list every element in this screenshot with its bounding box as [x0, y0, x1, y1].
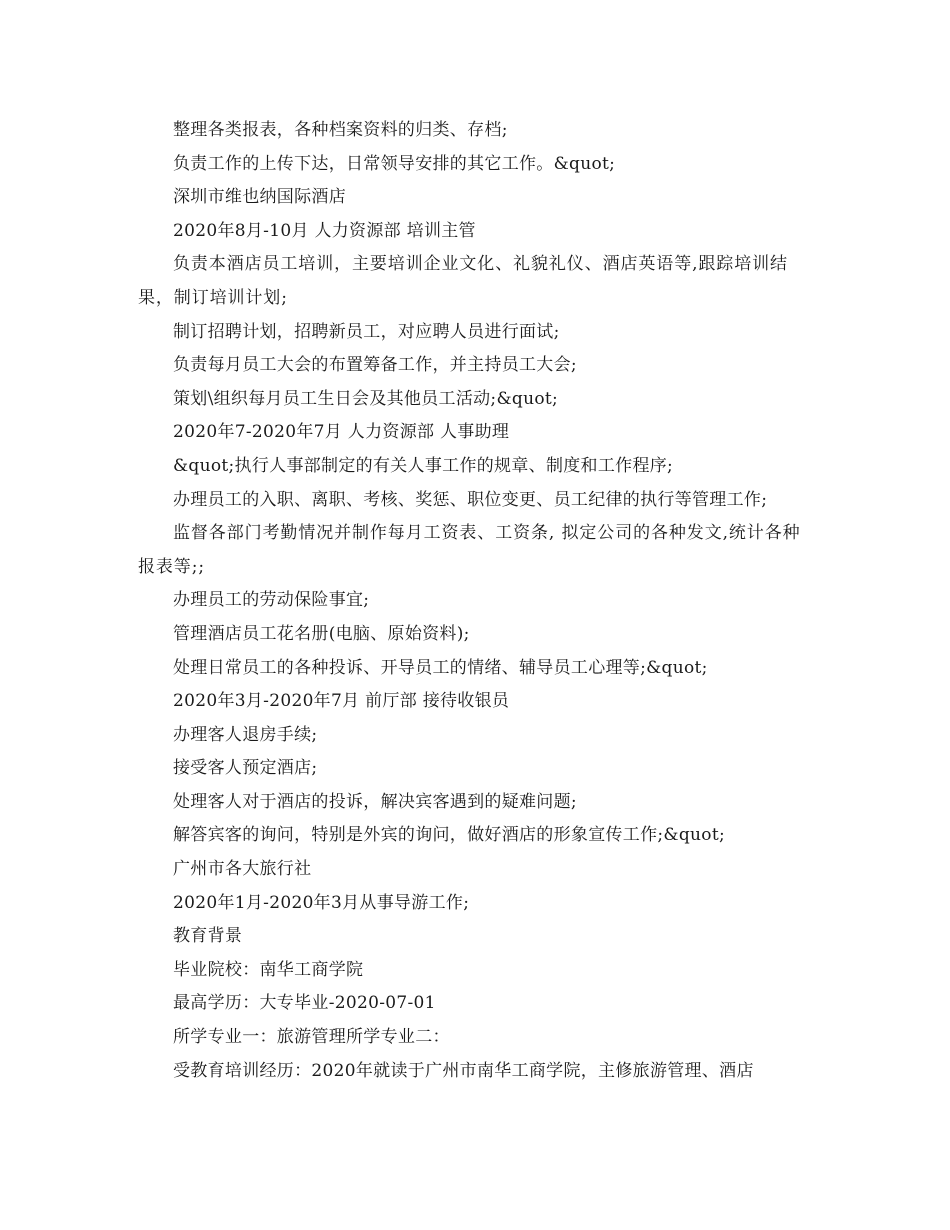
paragraph: 整理各类报表，各种档案资料的归类、存档; — [173, 120, 508, 140]
document-page — [138, 114, 818, 1088]
job-period-heading: 2020年7-2020年7月 人力资源部 人事助理 — [173, 422, 510, 443]
paragraph: 策划\组织每月员工生日会及其他员工活动;&quot; — [173, 388, 559, 409]
paragraph: 最高学历：大专毕业-2020-07-01 — [173, 993, 436, 1014]
paragraph: 管理酒店员工花名册(电脑、原始资料); — [173, 623, 470, 644]
paragraph: 受教育培训经历：2020年就读于广州市南华工商学院，主修旅游管理、酒店 — [173, 1060, 754, 1081]
paragraph: 处理客人对于酒店的投诉，解决宾客遇到的疑难问题; — [173, 791, 577, 812]
paragraph: &quot;执行人事部制定的有关人事工作的规章、制度和工作程序; — [173, 455, 674, 476]
section-heading: 教育背景 — [173, 926, 243, 947]
job-period-heading: 2020年1月-2020年3月从事导游工作; — [173, 892, 470, 913]
job-period-heading: 2020年3月-2020年7月 前厅部 接待收银员 — [173, 691, 510, 712]
paragraph: 办理员工的劳动保险事宜; — [173, 590, 370, 611]
paragraph: 办理客人退房手续; — [173, 724, 318, 745]
paragraph: 办理员工的入职、离职、考核、奖惩、职位变更、员工纪律的执行等管理工作; — [173, 489, 768, 510]
paragraph: 监督各部门考勤情况并制作每月工资表、工资条, 拟定公司的各种发文,统计各种报表等;; — [138, 523, 801, 577]
paragraph: 解答宾客的询问，特别是外宾的询问，做好酒店的形象宣传工作;&quot; — [173, 825, 725, 846]
paragraph: 毕业院校：南华工商学院 — [173, 959, 364, 980]
paragraph: 制订招聘计划，招聘新员工，对应聘人员进行面试; — [173, 321, 560, 342]
job-period-heading: 2020年8月-10月 人力资源部 培训主管 — [173, 220, 476, 241]
paragraph: 负责每月员工大会的布置筹备工作，并主持员工大会; — [173, 355, 577, 376]
company-name: 深圳市维也纳国际酒店 — [173, 187, 346, 208]
paragraph: 处理日常员工的各种投诉、开导员工的情绪、辅导员工心理等;&quot; — [173, 657, 708, 678]
paragraph: 负责工作的上传下达，日常领导安排的其它工作。&quot; — [173, 153, 616, 174]
paragraph: 所学专业一：旅游管理所学专业二： — [173, 1027, 450, 1048]
paragraph: 接受客人预定酒店; — [173, 758, 318, 779]
paragraph: 负责本酒店员工培训，主要培训企业文化、礼貌礼仪、酒店英语等,跟踪培训结果，制订培训计划; — [138, 254, 788, 308]
company-name: 广州市各大旅行社 — [173, 859, 312, 880]
